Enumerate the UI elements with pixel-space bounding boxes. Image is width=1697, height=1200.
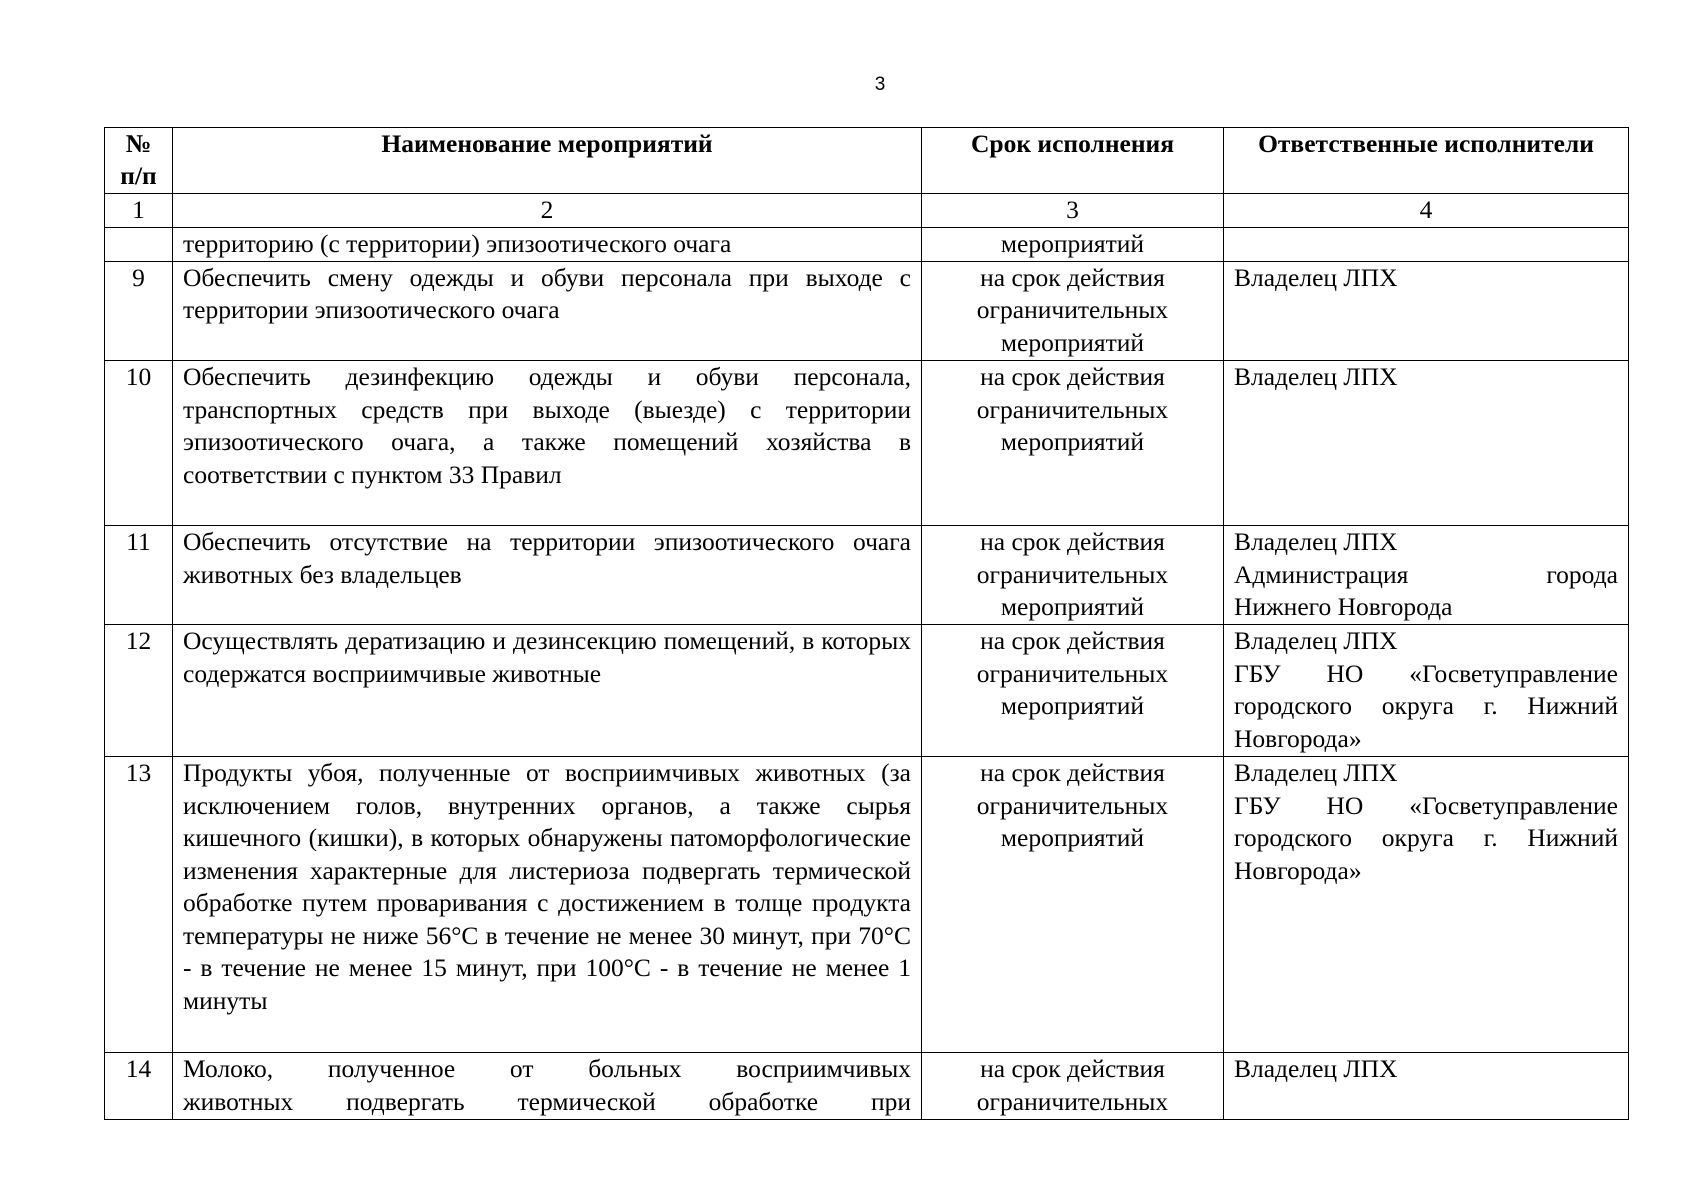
responsible-line: Новгорода» — [1234, 723, 1362, 753]
row-responsible — [1224, 228, 1629, 262]
row-number: 12 — [105, 625, 173, 757]
column-number: 4 — [1224, 194, 1629, 228]
responsible-line: Владелец ЛПХ — [1234, 758, 1398, 788]
row-number: 9 — [105, 261, 173, 360]
row-responsible: Владелец ЛПХ — [1224, 1053, 1629, 1120]
column-number: 1 — [105, 194, 173, 228]
row-term: на срок действия ограничительных мероприятий — [922, 361, 1224, 526]
table-row — [105, 757, 1629, 1053]
row-term: на срок действия ограничительных мероприятий — [922, 261, 1224, 360]
responsible-line: Владелец ЛПХ — [1234, 626, 1398, 656]
row-responsible — [1224, 625, 1629, 757]
row-name: Продукты убоя, полученные от восприимчивых животных (за исключением голов, внутренних органов, а также сырья кишечного (кишки), в которых обнаружены патоморфологические изменения характерные для листериоза подвергать термической обработке путем проваривания с достижением в толще продукта температуры не ниже 56°С в течение не менее 30 минут, при 70°С - в течение не менее 15 минут, при 100°С - в течение не менее 1 минуты — [173, 757, 922, 1053]
responsible-line: городского округа г. Нижний — [1234, 823, 1618, 853]
responsible-line: Новгорода» — [1234, 855, 1362, 885]
table-row — [105, 625, 1629, 757]
name-line: Молоко, полученное от больных восприимчивых — [183, 1054, 911, 1084]
column-numbers-row — [105, 194, 1629, 228]
row-term: на срок действия ограничительных — [922, 1053, 1224, 1120]
table-row — [105, 526, 1629, 625]
row-name: Осуществлять дератизацию и дезинсекцию помещений, в которых содержатся восприимчивые животные — [173, 625, 922, 757]
column-number: 2 — [173, 194, 922, 228]
table-row — [105, 361, 1629, 526]
responsible-line: ГБУ НО «Госветуправление — [1234, 658, 1618, 688]
row-number — [105, 228, 173, 262]
row-responsible — [1224, 526, 1629, 625]
row-responsible: Владелец ЛПХ — [1224, 361, 1629, 526]
responsible-line: ГБУ НО «Госветуправление — [1234, 790, 1618, 820]
column-number: 3 — [922, 194, 1224, 228]
table-row-continuation — [105, 228, 1629, 262]
row-term: мероприятий — [922, 228, 1224, 262]
row-number: 14 — [105, 1053, 173, 1120]
table-row — [105, 261, 1629, 360]
header-number: № п/п — [105, 128, 173, 194]
row-term: на срок действия ограничительных мероприятий — [922, 757, 1224, 1053]
header-name: Наименование мероприятий — [173, 128, 922, 194]
row-responsible — [1224, 757, 1629, 1053]
row-name: Обеспечить дезинфекцию одежды и обуви персонала, транспортных средств при выходе (выезде) с территории эпизоотического очага, а также помещений хозяйства в соответствии с пунктом 33 Правил — [173, 361, 922, 526]
table-header-row — [105, 128, 1629, 194]
responsible-line: Владелец ЛПХ — [1234, 527, 1398, 557]
header-term: Срок исполнения — [922, 128, 1224, 194]
row-term: на срок действия ограничительных мероприятий — [922, 625, 1224, 757]
row-name: территорию (с территории) эпизоотического очага — [173, 228, 922, 262]
row-responsible: Владелец ЛПХ — [1224, 261, 1629, 360]
table-row — [105, 1053, 1629, 1120]
row-number: 13 — [105, 757, 173, 1053]
page-number: 3 — [874, 74, 886, 95]
responsible-line: Администрация города — [1234, 559, 1618, 589]
responsible-line: Нижнего Новгорода — [1234, 592, 1453, 622]
header-responsible: Ответственные исполнители — [1224, 128, 1629, 194]
row-number: 11 — [105, 526, 173, 625]
row-name: Обеспечить смену одежды и обуви персонала при выходе с территории эпизоотического очага — [173, 261, 922, 360]
responsible-line: городского округа г. Нижний — [1234, 691, 1618, 721]
name-line: животных подвергать термической обработке при — [183, 1086, 911, 1116]
row-name: Обеспечить отсутствие на территории эпизоотического очага животных без владельцев — [173, 526, 922, 625]
row-number: 10 — [105, 361, 173, 526]
measures-table — [104, 127, 1629, 1120]
row-term: на срок действия ограничительных мероприятий — [922, 526, 1224, 625]
row-name — [173, 1053, 922, 1120]
